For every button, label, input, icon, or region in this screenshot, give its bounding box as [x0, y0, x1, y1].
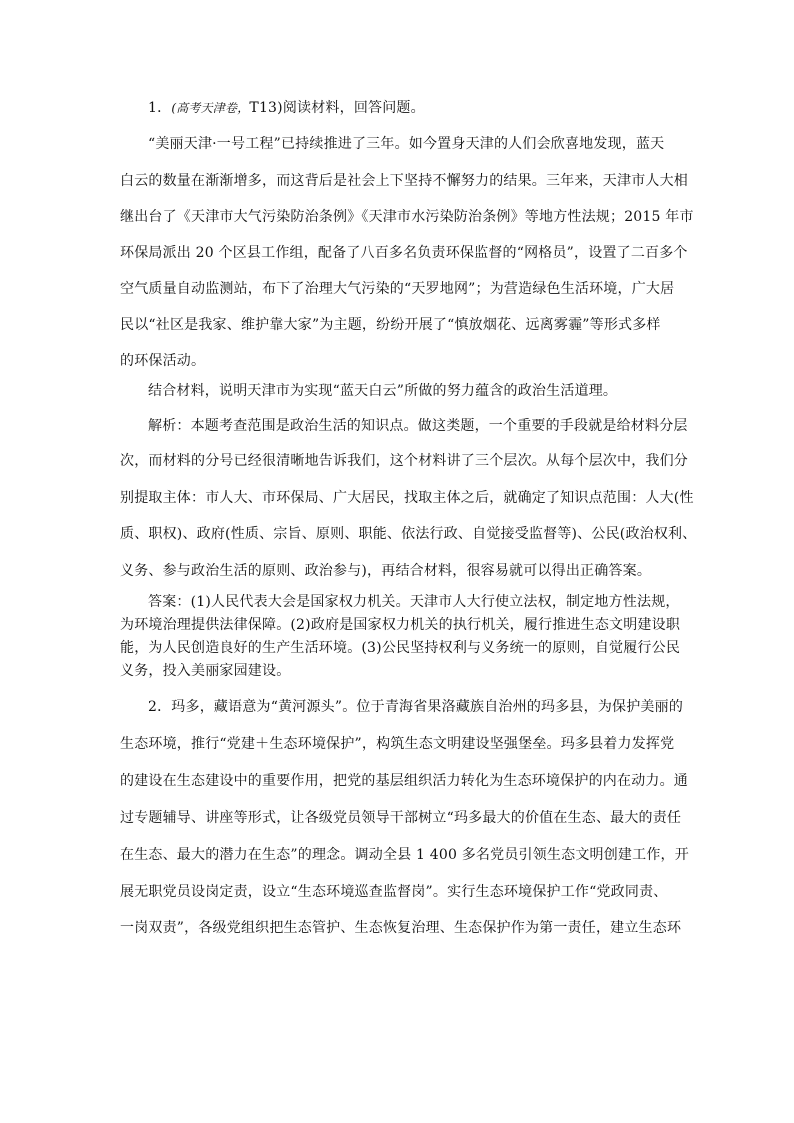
- q1-question: 结合材料，说明天津市为实现“蓝天白云”所做的努力蕴含的政治生活道理。: [148, 383, 618, 399]
- q1-material-line: 环保局派出 20 个区县工作组，配备了八百多名负责环保监督的“网格员”，设置了二百多个: [120, 245, 688, 261]
- q2-line: 在生态、最大的潜力在生态”的理念。调动全县 1 400 多名党员引领生态文明创建工作，开: [120, 847, 689, 863]
- q1-analysis-line: 别提取主体：市人大、市环保局、广大居民，找取主体之后，就确定了知识点范围：人大(性: [120, 490, 694, 506]
- q1-material-line: 继出台了《天津市大气污染防治条例》《天津市水污染防治条例》等地方性法规；2015 年市: [120, 209, 694, 225]
- q2-line: 生态环境，推行“党建＋生态环境保护”，构筑生态文明建设坚强堡垒。玛多县着力发挥党: [120, 736, 675, 752]
- q1-analysis-line: 质、职权)、政府(性质、宗旨、原则、职能、依法行政、自觉接受监督等)、公民(政治权利、: [120, 526, 697, 542]
- q2-line: 展无职党员设岗定责，设立“生态环境巡查监督岗”。实行生态环境保护工作“党政同责、: [120, 884, 668, 900]
- q1-header: [148, 98, 685, 118]
- q1-analysis-line: 次，而材料的分号已经很清晰地告诉我们，这个材料讲了三个层次。从每个层次中，我们分: [120, 453, 688, 469]
- q1-answer-line: 为环境治理提供法律保障。(2)政府是国家权力机关的执行机关，履行推进生态文明建设职: [120, 617, 681, 633]
- q1-material-line: 民以“社区是我家、维护靠大家”为主题，纷纷开展了“慎放烟花、远离雾霾”等形式多样: [120, 317, 661, 333]
- q1-source: (高考天津卷，: [171, 101, 250, 115]
- q2-line: 2．玛多，藏语意为“黄河源头”。位于青海省果洛藏族自治州的玛多县，为保护美丽的: [148, 699, 684, 715]
- q1-material-line: 的环保活动。: [120, 353, 206, 369]
- q1-material-line: 空气质量自动监测站，布下了治理大气污染的“天罗地网”；为营造绿色生活环境，广大居: [120, 281, 675, 297]
- q1-prompt: 阅读材料，回答问题。: [282, 100, 425, 116]
- q1-material-line: 白云的数量在渐渐增多，而这背后是社会上下坚持不懈努力的结果。三年来，天津市人大相: [120, 173, 688, 189]
- q2-line: 过专题辅导、讲座等形式，让各级党员领导干部树立“玛多最大的价值在生态、最大的责任: [120, 810, 682, 826]
- q1-analysis-line: 解析：本题考查范围是政治生活的知识点。做这类题，一个重要的手段就是给材料分层: [148, 418, 688, 434]
- q1-answer-line: 能，为人民创造良好的生产生活环境。(3)公民坚持权利与义务统一的原则，自觉履行公民: [120, 640, 681, 656]
- q2-line: 一岗双责”，各级党组织把生态管护、生态恢复治理、生态保护作为第一责任，建立生态环: [120, 920, 682, 936]
- q1-analysis-line: 义务、参与政治生活的原则、政治参与)，再结合材料，很容易就可以得出正确答案。: [120, 563, 652, 579]
- q1-code: T13): [249, 100, 283, 116]
- q1-number: 1．: [148, 100, 172, 116]
- q1-material-line: “美丽天津·一号工程”已持续推进了三年。如今置身天津的人们会欣喜地发现，蓝天: [148, 136, 665, 152]
- q1-answer-line: 义务，投入美丽家园建设。: [120, 663, 291, 679]
- q2-line: 的建设在生态建设中的重要作用，把党的基层组织活力转化为生态环境保护的内在动力。通: [120, 773, 688, 789]
- q1-answer-line: 答案：(1)人民代表大会是国家权力机关。天津市人大行使立法权，制定地方性法规，: [148, 594, 680, 610]
